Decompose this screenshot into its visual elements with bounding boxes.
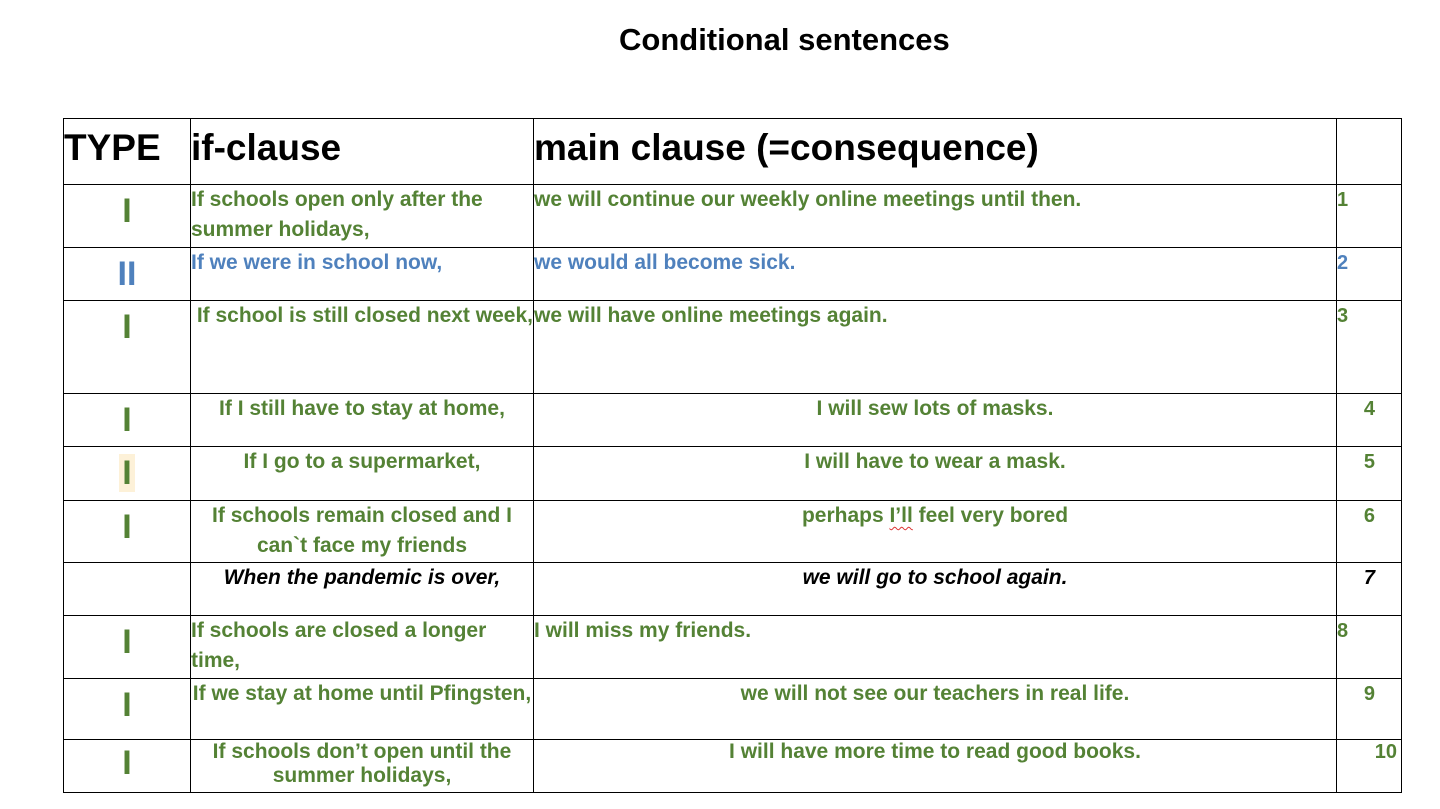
row-if-clause: If I go to a supermarket,	[191, 447, 534, 501]
table-row	[64, 563, 1402, 616]
row-type: I	[64, 679, 191, 740]
conditional-sentences-table	[63, 118, 1402, 793]
header-number	[1337, 119, 1402, 185]
header-row	[64, 119, 1402, 185]
row-number: 2	[1337, 248, 1402, 301]
row-main-clause: I will have to wear a mask.	[534, 447, 1337, 501]
row-if-clause: If schools are closed a longer time,	[191, 616, 534, 679]
row-type: I	[64, 301, 191, 394]
row-type: I	[64, 740, 191, 793]
row-if-clause: If I still have to stay at home,	[191, 394, 534, 447]
header-if-clause: if-clause	[191, 119, 534, 185]
row-if-clause: If schools open only after the summer holidays,	[191, 185, 534, 248]
row-main-clause: I will have more time to read good books.	[534, 740, 1337, 793]
table-row	[64, 679, 1402, 740]
row-number: 7	[1337, 563, 1402, 616]
row-type: I	[119, 454, 134, 492]
row-number: 10	[1337, 740, 1402, 793]
table-row	[64, 301, 1402, 394]
row-number: 3	[1337, 301, 1402, 394]
row-main-clause: I will sew lots of masks.	[534, 394, 1337, 447]
row-main-clause: we will not see our teachers in real life.	[534, 679, 1337, 740]
row-number: 6	[1337, 501, 1402, 563]
row-type: II	[64, 248, 191, 301]
row-type: I	[64, 501, 191, 563]
row-number: 9	[1337, 679, 1402, 740]
row-type-cell	[64, 447, 191, 501]
main-clause-part: feel very bored	[912, 504, 1069, 527]
row-number: 4	[1337, 394, 1402, 447]
row-main-clause: we would all become sick.	[534, 248, 1337, 301]
row-type: I	[64, 616, 191, 679]
table-row	[64, 447, 1402, 501]
row-if-clause: If schools don’t open until the summer holidays,	[191, 740, 534, 793]
row-type	[64, 563, 191, 616]
row-if-clause: When the pandemic is over,	[191, 563, 534, 616]
page-title: Conditional sentences	[619, 22, 950, 57]
table-row	[64, 616, 1402, 679]
table-row	[64, 394, 1402, 447]
table-row	[64, 740, 1402, 793]
spellcheck-word: I’ll	[889, 504, 913, 527]
table-row	[64, 185, 1402, 248]
header-type: TYPE	[64, 119, 191, 185]
main-clause-part: perhaps	[801, 504, 890, 527]
row-number: 1	[1337, 185, 1402, 248]
title-area	[0, 20, 1440, 60]
row-main-clause: we will continue our weekly online meetings until then.	[534, 185, 1337, 248]
header-main-clause: main clause (=consequence)	[534, 119, 1337, 185]
row-type: I	[64, 185, 191, 248]
row-main-clause: I will miss my friends.	[534, 616, 1337, 679]
row-if-clause: If school is still closed next week,	[191, 301, 534, 394]
table-row	[64, 248, 1402, 301]
row-main-clause: we will have online meetings again.	[534, 301, 1337, 394]
row-if-clause: If we were in school now,	[191, 248, 534, 301]
row-number: 8	[1337, 616, 1402, 679]
row-main-clause: we will go to school again.	[534, 563, 1337, 616]
table-row	[64, 501, 1402, 563]
row-number: 5	[1337, 447, 1402, 501]
row-if-clause: If schools remain closed and I can`t face my friends	[191, 501, 534, 563]
row-type: I	[64, 394, 191, 447]
row-if-clause: If we stay at home until Pfingsten,	[191, 679, 534, 740]
row-main-clause	[534, 501, 1337, 563]
